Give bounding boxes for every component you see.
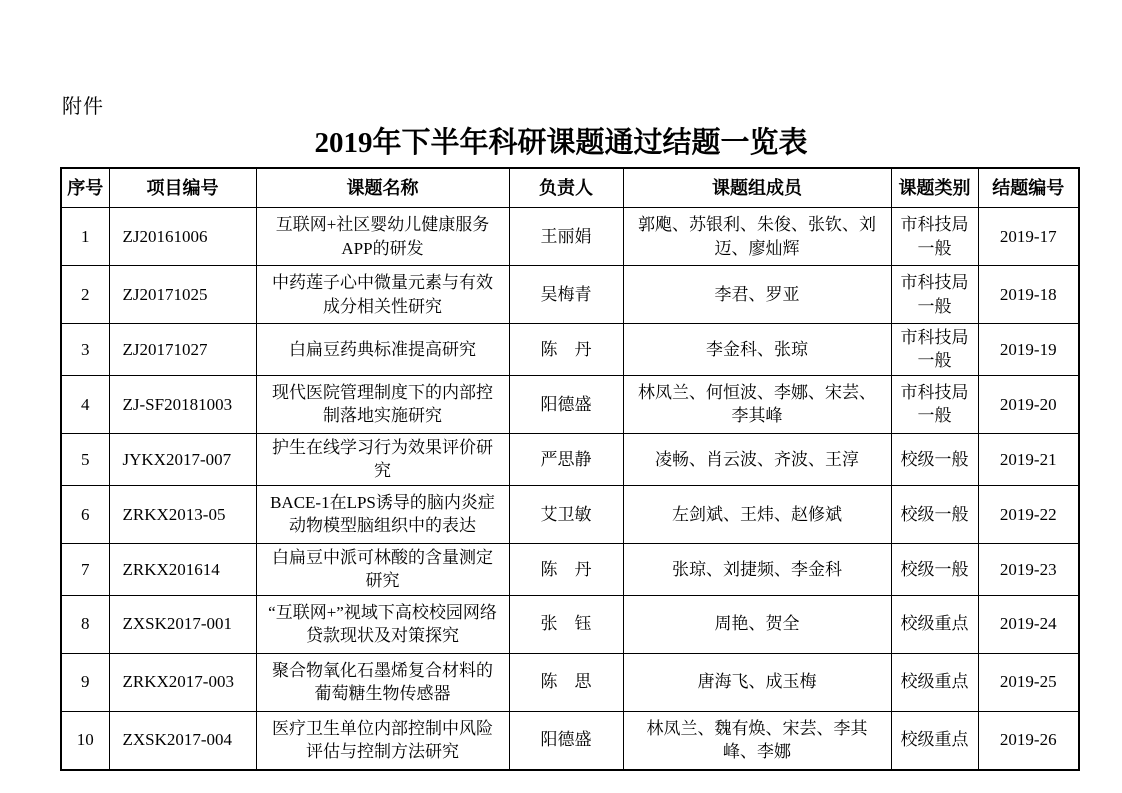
cell-project-id: ZXSK2017-001 — [109, 595, 256, 653]
cell-project-id: ZRKX201614 — [109, 543, 256, 595]
cell-leader: 严思静 — [509, 433, 623, 485]
cell-project-title: BACE-1在LPS诱导的脑内炎症动物模型脑组织中的表达 — [256, 485, 509, 543]
cell-members: 郭飑、苏银利、朱俊、张钦、刘迈、廖灿辉 — [623, 208, 891, 266]
cell-completion-id: 2019-23 — [978, 543, 1079, 595]
cell-leader: 王丽娟 — [509, 208, 623, 266]
cell-leader: 张 钰 — [509, 595, 623, 653]
cell-project-id: ZJ20161006 — [109, 208, 256, 266]
cell-members: 李金科、张琼 — [623, 324, 891, 376]
cell-project-title: 中药莲子心中微量元素与有效成分相关性研究 — [256, 266, 509, 324]
column-header-members: 课题组成员 — [623, 168, 891, 208]
table-row — [61, 433, 1079, 485]
cell-no: 2 — [61, 266, 109, 324]
cell-project-id: ZJ20171025 — [109, 266, 256, 324]
cell-category: 校级一般 — [891, 543, 978, 595]
cell-project-title: 护生在线学习行为效果评价研究 — [256, 433, 509, 485]
cell-leader: 吴梅青 — [509, 266, 623, 324]
cell-completion-id: 2019-18 — [978, 266, 1079, 324]
cell-no: 7 — [61, 543, 109, 595]
cell-project-id: ZJ-SF20181003 — [109, 375, 256, 433]
cell-no: 8 — [61, 595, 109, 653]
cell-leader: 陈 丹 — [509, 543, 623, 595]
cell-project-title: 现代医院管理制度下的内部控制落地实施研究 — [256, 375, 509, 433]
cell-project-id: ZRKX2013-05 — [109, 485, 256, 543]
cell-project-title: “互联网+”视域下高校校园网络贷款现状及对策探究 — [256, 595, 509, 653]
cell-completion-id: 2019-20 — [978, 375, 1079, 433]
cell-leader: 艾卫敏 — [509, 485, 623, 543]
cell-leader: 陈 丹 — [509, 324, 623, 376]
table-row — [61, 266, 1079, 324]
results-table — [60, 167, 1080, 771]
column-header-completion-id: 结题编号 — [978, 168, 1079, 208]
cell-completion-id: 2019-26 — [978, 711, 1079, 770]
table-row — [61, 595, 1079, 653]
cell-no: 1 — [61, 208, 109, 266]
cell-no: 4 — [61, 375, 109, 433]
cell-completion-id: 2019-21 — [978, 433, 1079, 485]
cell-members: 左剑斌、王炜、赵修斌 — [623, 485, 891, 543]
table-row — [61, 485, 1079, 543]
header-row — [61, 168, 1079, 208]
cell-category: 市科技局一般 — [891, 375, 978, 433]
cell-project-id: ZJ20171027 — [109, 324, 256, 376]
cell-completion-id: 2019-17 — [978, 208, 1079, 266]
table-row — [61, 543, 1079, 595]
cell-completion-id: 2019-19 — [978, 324, 1079, 376]
column-header-no: 序号 — [61, 168, 109, 208]
table-row — [61, 375, 1079, 433]
cell-project-id: ZXSK2017-004 — [109, 711, 256, 770]
cell-members: 周艳、贺全 — [623, 595, 891, 653]
table-row — [61, 653, 1079, 711]
cell-project-title: 白扁豆药典标准提高研究 — [256, 324, 509, 376]
cell-completion-id: 2019-24 — [978, 595, 1079, 653]
cell-category: 校级一般 — [891, 485, 978, 543]
table-row — [61, 208, 1079, 266]
column-header-category: 课题类别 — [891, 168, 978, 208]
cell-completion-id: 2019-22 — [978, 485, 1079, 543]
cell-project-id: ZRKX2017-003 — [109, 653, 256, 711]
cell-leader: 阳德盛 — [509, 711, 623, 770]
page-title: 2019年下半年科研课题通过结题一览表 — [314, 127, 808, 159]
cell-members: 李君、罗亚 — [623, 266, 891, 324]
cell-members: 张琼、刘捷频、李金科 — [623, 543, 891, 595]
cell-project-title: 互联网+社区婴幼儿健康服务APP的研发 — [256, 208, 509, 266]
cell-category: 市科技局一般 — [891, 324, 978, 376]
column-header-project-id: 项目编号 — [109, 168, 256, 208]
cell-members: 凌畅、肖云波、齐波、王淳 — [623, 433, 891, 485]
cell-category: 校级重点 — [891, 595, 978, 653]
cell-members: 林凤兰、何恒波、李娜、宋芸、李其峰 — [623, 375, 891, 433]
cell-category: 校级重点 — [891, 711, 978, 770]
cell-leader: 陈 思 — [509, 653, 623, 711]
cell-category: 市科技局一般 — [891, 266, 978, 324]
column-header-project-title: 课题名称 — [256, 168, 509, 208]
cell-no: 3 — [61, 324, 109, 376]
cell-category: 校级重点 — [891, 653, 978, 711]
cell-project-id: JYKX2017-007 — [109, 433, 256, 485]
cell-project-title: 聚合物氧化石墨烯复合材料的葡萄糖生物传感器 — [256, 653, 509, 711]
cell-no: 10 — [61, 711, 109, 770]
cell-no: 5 — [61, 433, 109, 485]
cell-category: 市科技局一般 — [891, 208, 978, 266]
table-row — [61, 711, 1079, 770]
table-row — [61, 324, 1079, 376]
cell-project-title: 白扁豆中派可林酸的含量测定研究 — [256, 543, 509, 595]
cell-no: 9 — [61, 653, 109, 711]
cell-members: 唐海飞、成玉梅 — [623, 653, 891, 711]
column-header-leader: 负责人 — [509, 168, 623, 208]
cell-completion-id: 2019-25 — [978, 653, 1079, 711]
cell-project-title: 医疗卫生单位内部控制中风险评估与控制方法研究 — [256, 711, 509, 770]
attachment-label: 附件 — [62, 96, 104, 118]
cell-category: 校级一般 — [891, 433, 978, 485]
cell-no: 6 — [61, 485, 109, 543]
cell-members: 林凤兰、魏有焕、宋芸、李其峰、李娜 — [623, 711, 891, 770]
cell-leader: 阳德盛 — [509, 375, 623, 433]
